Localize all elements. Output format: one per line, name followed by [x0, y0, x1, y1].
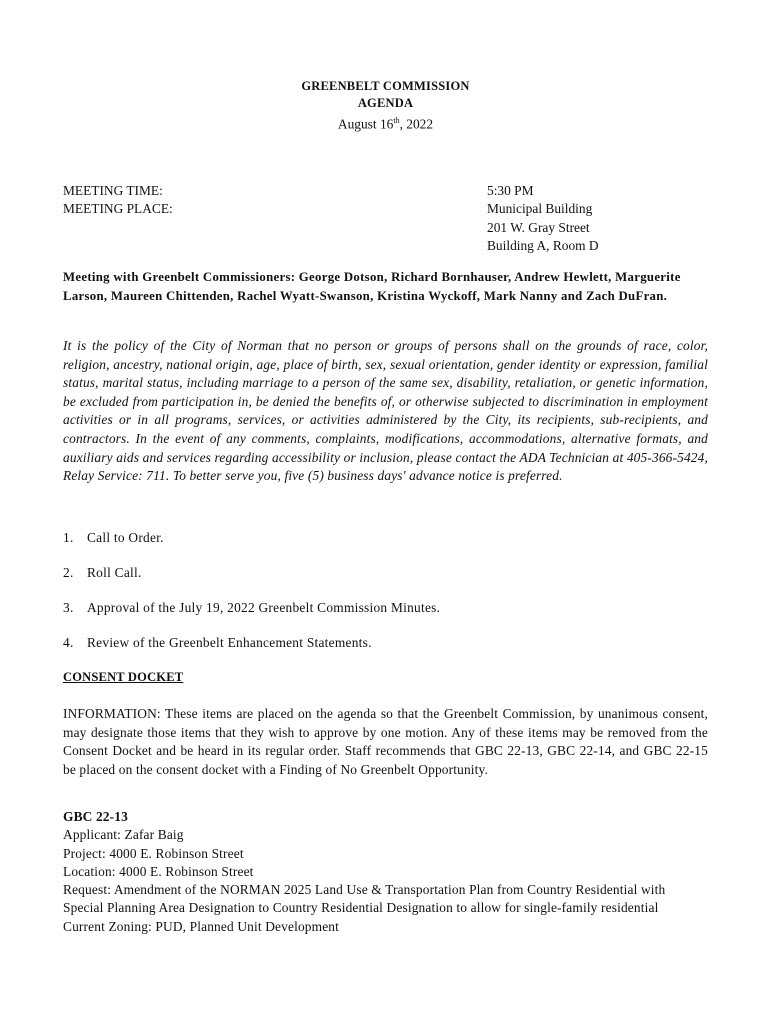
- agenda-title: AGENDA: [357, 96, 414, 110]
- nondiscrimination-policy: It is the policy of the City of Norman that no person or groups of persons shall on the grounds of race, color, religion, ancestry, national origin, age, place of birth, sex, sexual orientation, gender identity or expression, familial status, marital status, including marriage to a person of the same sex, disability, retaliation, or genetic information, be excluded from participation in, be denied the benefits of, or otherwise subjected to discrimination in employment activities or in all programs, services, or activities administered by the City, its recipients, sub-recipients, and contractors. In the event of any comments, complaints, modifications, accommodations, alternative formats, and auxiliary aids and services regarding accessibility or inclusion, please contact the ADA Technician at 405-366-5424, Relay Service: 711. To better serve you, five (5) business days' advance notice is preferred.: [63, 338, 708, 484]
- meeting-place-line: Building A, Room D: [487, 237, 599, 253]
- meeting-place-line: Municipal Building: [487, 201, 593, 217]
- meeting-time-value: 5:30 PM: [487, 183, 534, 198]
- meeting-place-line: 201 W. Gray Street: [487, 219, 590, 235]
- gbc-applicant: Applicant: Zafar Baig: [63, 827, 184, 843]
- gbc-zoning: Current Zoning: PUD, Planned Unit Development: [63, 918, 340, 934]
- agenda-item: 2. Roll Call.: [63, 565, 142, 580]
- agenda-date: August 16th, 2022: [337, 116, 434, 132]
- commissioners-list: Meeting with Greenbelt Commissioners: George Dotson, Richard Bornhauser, Andrew Hewlett, Marguerite Larson, Maureen Chittenden, Rachel Wyatt-Swanson, Kristina Wyckoff, Mark Nanny and Zach DuFran.: [63, 270, 681, 303]
- meeting-time-label: MEETING TIME:: [63, 183, 163, 198]
- gbc-item: [63, 808, 708, 936]
- consent-docket-heading: CONSENT DOCKET: [63, 670, 184, 684]
- gbc-location: Location: 4000 E. Robinson Street: [63, 863, 254, 879]
- agenda-item: 3. Approval of the July 19, 2022 Greenbelt Commission Minutes.: [63, 600, 441, 615]
- agenda-item: 1. Call to Order.: [63, 530, 164, 545]
- gbc-project: Project: 4000 E. Robinson Street: [63, 845, 244, 861]
- agenda-item: 4. Review of the Greenbelt Enhancement Statements.: [63, 635, 372, 650]
- consent-information: INFORMATION: These items are placed on the agenda so that the Greenbelt Commission, by unanimous consent, may designate those items that they wish to approve by one motion. Any of these items may be removed from the Consent Docket and be heard in its regular order. Staff recommends that GBC 22-13, GBC 22-14, and GBC 22-15 be placed on the consent docket with a Finding of No Greenbelt Opportunity.: [63, 706, 708, 777]
- agenda-header: [63, 78, 708, 132]
- meeting-place-label: MEETING PLACE:: [63, 201, 173, 217]
- gbc-request: Request: Amendment of the NORMAN 2025 Land Use & Transportation Plan from Country Residential with Special Planning Area Designation to Country Residential Designation to allow for single-family residential: [63, 882, 666, 916]
- gbc-heading: GBC 22-13: [63, 809, 128, 824]
- commission-title: GREENBELT COMMISSION: [301, 79, 470, 93]
